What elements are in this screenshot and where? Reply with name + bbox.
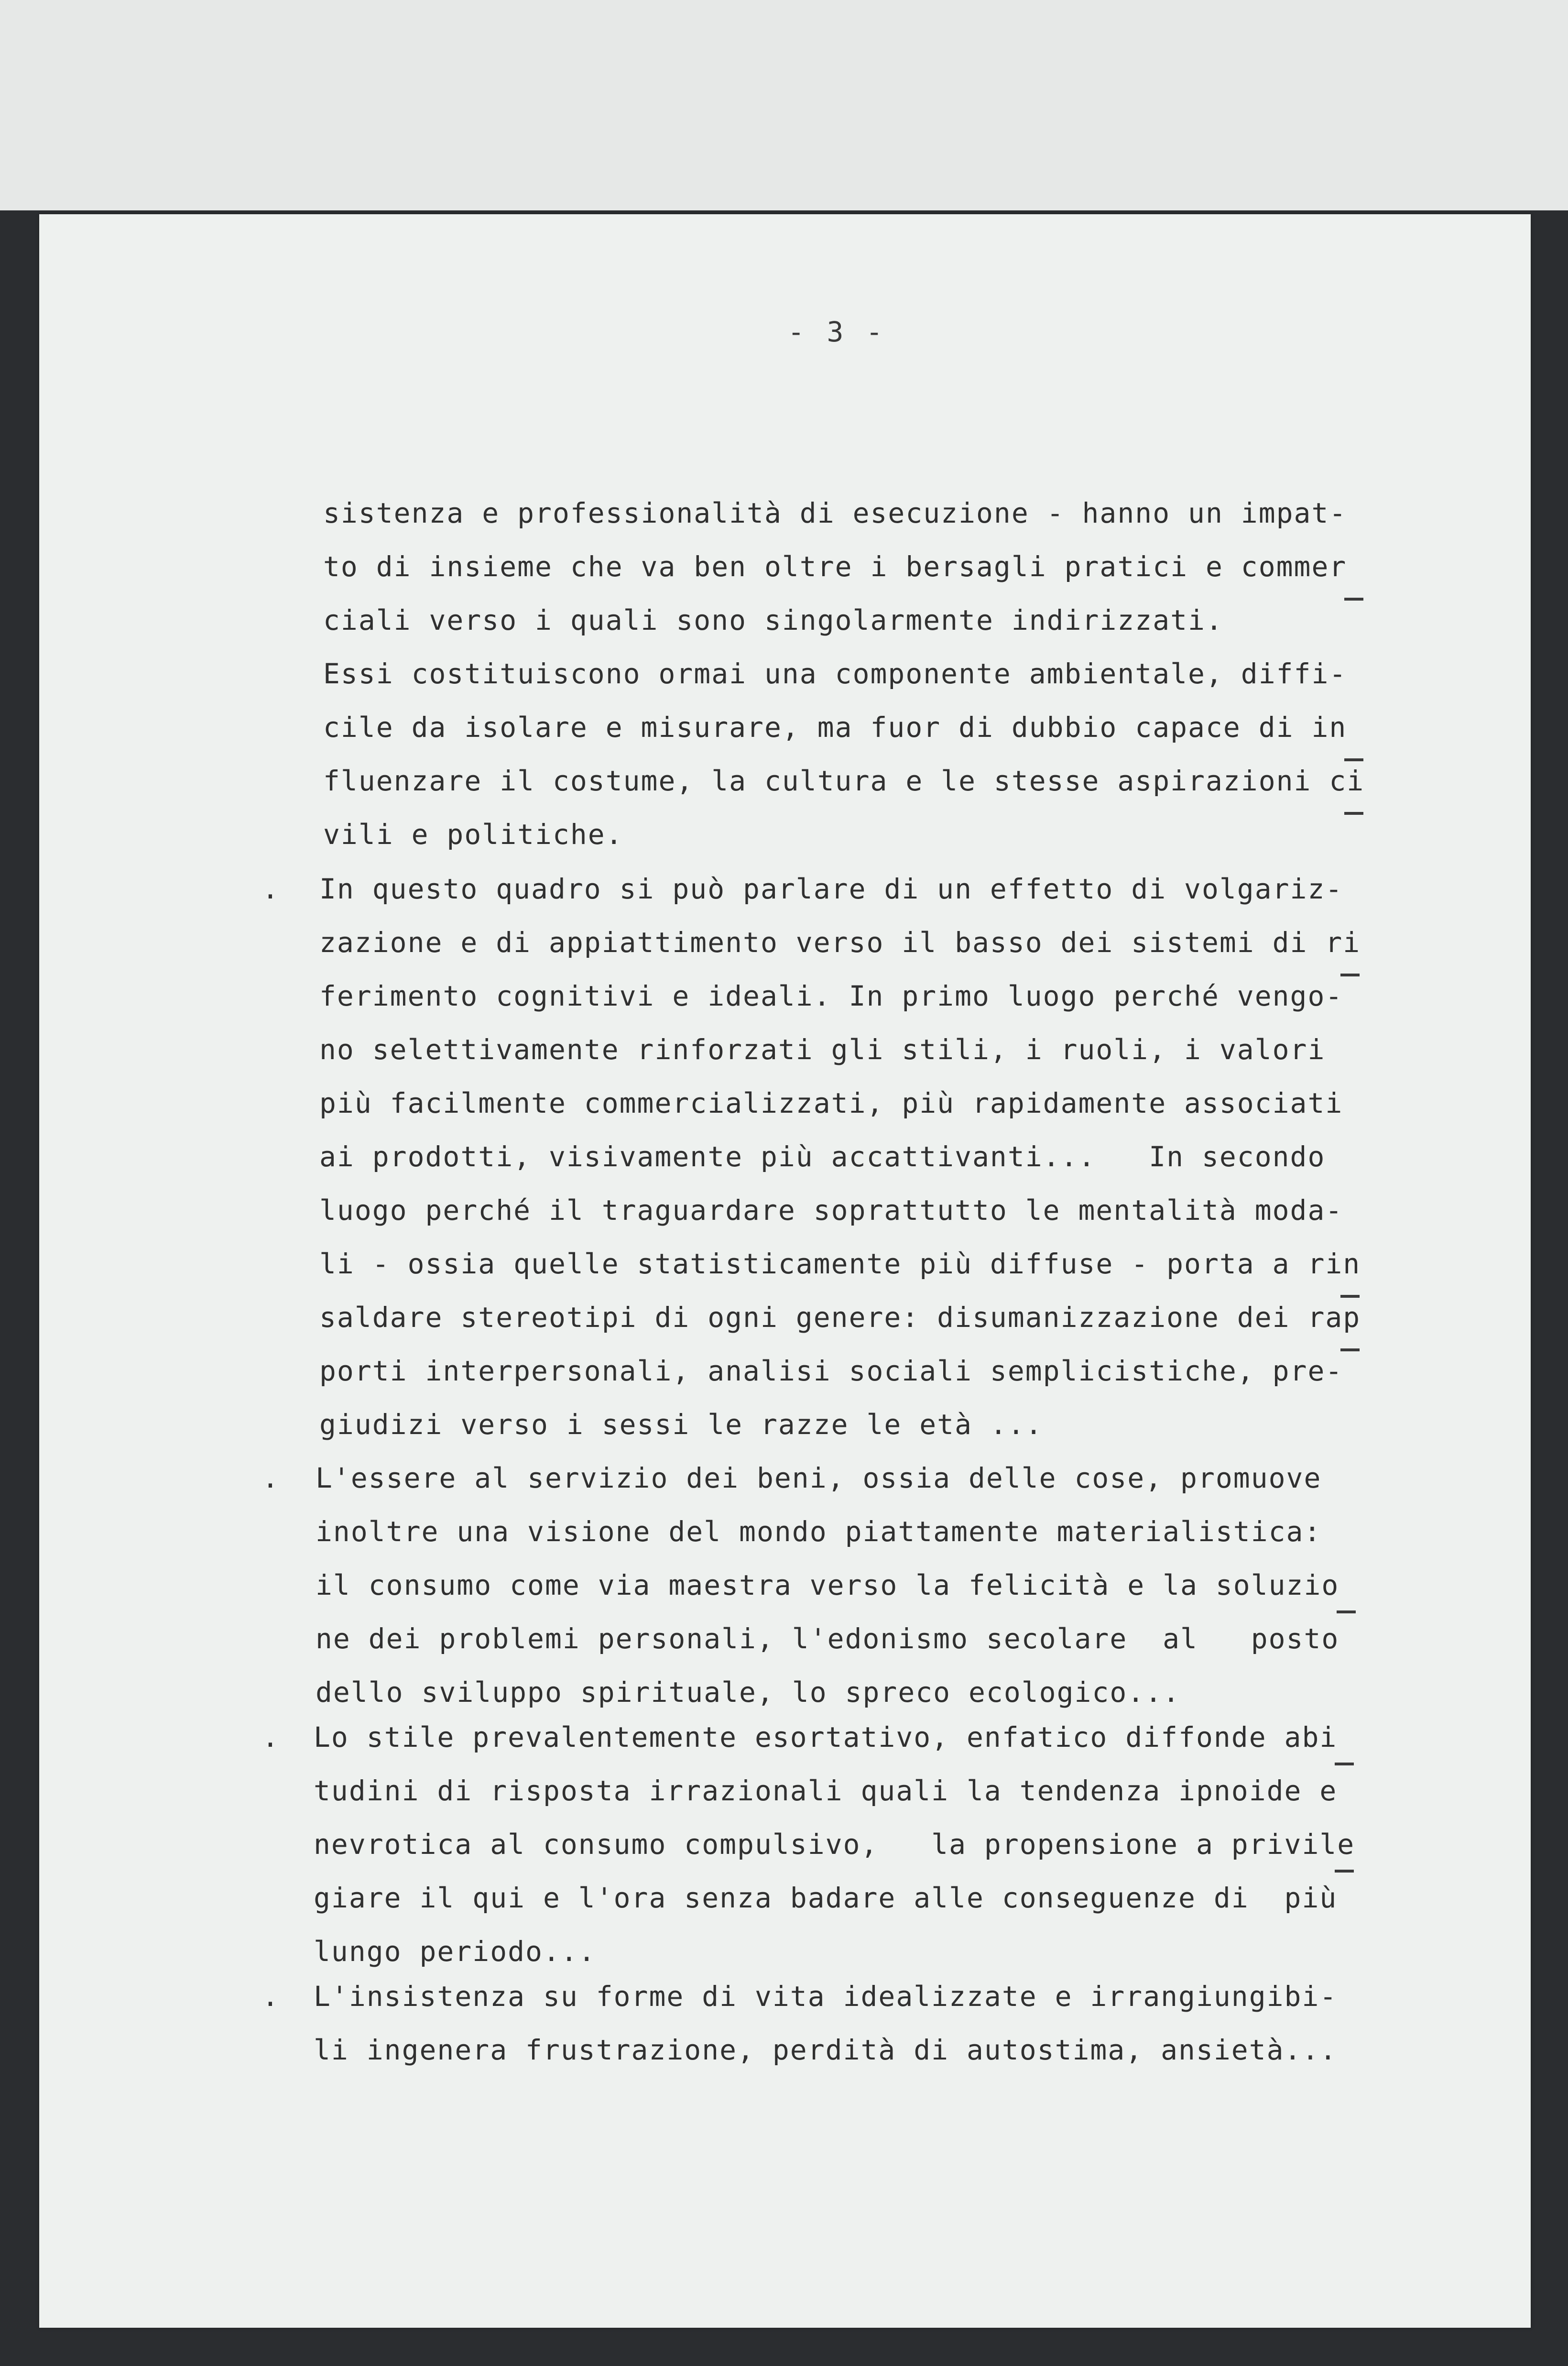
bullet-marker: . <box>262 873 279 905</box>
text-line: ferimento cognitivi e ideali. In primo luogo perché vengo- <box>319 980 1343 1012</box>
underline-mark <box>1340 974 1360 976</box>
bullet-marker: . <box>262 1980 279 2013</box>
text-line: più facilmente commercializzati, più rapidamente associati <box>319 1087 1343 1119</box>
underline-mark <box>1344 598 1363 601</box>
text-line: cile da isolare e misurare, ma fuor di dubbio capace di in <box>323 711 1347 744</box>
text-line: luogo perché il traguardare soprattutto le mentalità moda- <box>319 1194 1343 1227</box>
underline-mark <box>1340 1295 1360 1298</box>
text-line: inoltre una visione del mondo piattamente materialistica: <box>316 1515 1322 1548</box>
text-line: no selettivamente rinforzati gli stili, i ruoli, i valori <box>319 1033 1326 1066</box>
background-surface <box>0 0 1568 210</box>
text-line: sistenza e professionalità di esecuzione - hanno un impat- <box>323 497 1347 529</box>
page-number: - 3 - <box>787 316 886 348</box>
text-line: tudini di risposta irrazionali quali la tendenza ipnoide e <box>314 1774 1338 1807</box>
underline-mark <box>1337 1610 1356 1613</box>
text-line: Lo stile prevalentemente esortativo, enfatico diffonde abi <box>314 1721 1338 1753</box>
text-line: to di insieme che va ben oltre i bersagli pratici e commer <box>323 550 1347 583</box>
text-line: li - ossia quelle statisticamente più diffuse - porta a rin <box>319 1248 1361 1280</box>
text-line: ciali verso i quali sono singolarmente indirizzati. <box>323 604 1223 636</box>
text-line: giudizi verso i sessi le razze le età ... <box>319 1408 1043 1441</box>
text-line: dello sviluppo spirituale, lo spreco ecologico... <box>316 1676 1181 1709</box>
text-line: vili e politiche. <box>323 818 623 851</box>
underline-mark <box>1344 758 1363 761</box>
text-line: porti interpersonali, analisi sociali semplicistiche, pre- <box>319 1355 1343 1387</box>
bullet-marker: . <box>262 1721 279 1753</box>
text-line: In questo quadro si può parlare di un effetto di volgariz- <box>319 873 1343 905</box>
text-line: saldare stereotipi di ogni genere: disumanizzazione dei rap <box>319 1301 1361 1334</box>
text-line: il consumo come via maestra verso la felicità e la soluzio <box>316 1569 1339 1601</box>
text-line: Essi costituiscono ormai una componente ambientale, diffi- <box>323 657 1347 690</box>
text-line: L'insistenza su forme di vita idealizzate e irrangiungibi- <box>314 1980 1338 2013</box>
underline-mark <box>1335 1870 1354 1873</box>
underline-mark <box>1340 1348 1360 1351</box>
bullet-marker: . <box>262 1462 279 1494</box>
text-line: ai prodotti, visivamente più accattivanti... In secondo <box>319 1140 1326 1173</box>
text-line: lungo periodo... <box>314 1935 596 1968</box>
text-line: nevrotica al consumo compulsivo, la propensione a privile <box>314 1828 1355 1861</box>
underline-mark <box>1335 1763 1354 1765</box>
text-line: L'essere al servizio dei beni, ossia delle cose, promuove <box>316 1462 1322 1494</box>
underline-mark <box>1344 812 1363 815</box>
text-line: giare il qui e l'ora senza badare alle conseguenze di più <box>314 1882 1338 1914</box>
text-line: li ingenera frustrazione, perdità di autostima, ansietà... <box>314 2034 1338 2066</box>
text-line: zazione e di appiattimento verso il basso dei sistemi di ri <box>319 926 1361 959</box>
text-line: fluenzare il costume, la cultura e le stesse aspirazioni ci <box>323 765 1365 797</box>
text-line: ne dei problemi personali, l'edonismo secolare al posto <box>316 1622 1339 1655</box>
